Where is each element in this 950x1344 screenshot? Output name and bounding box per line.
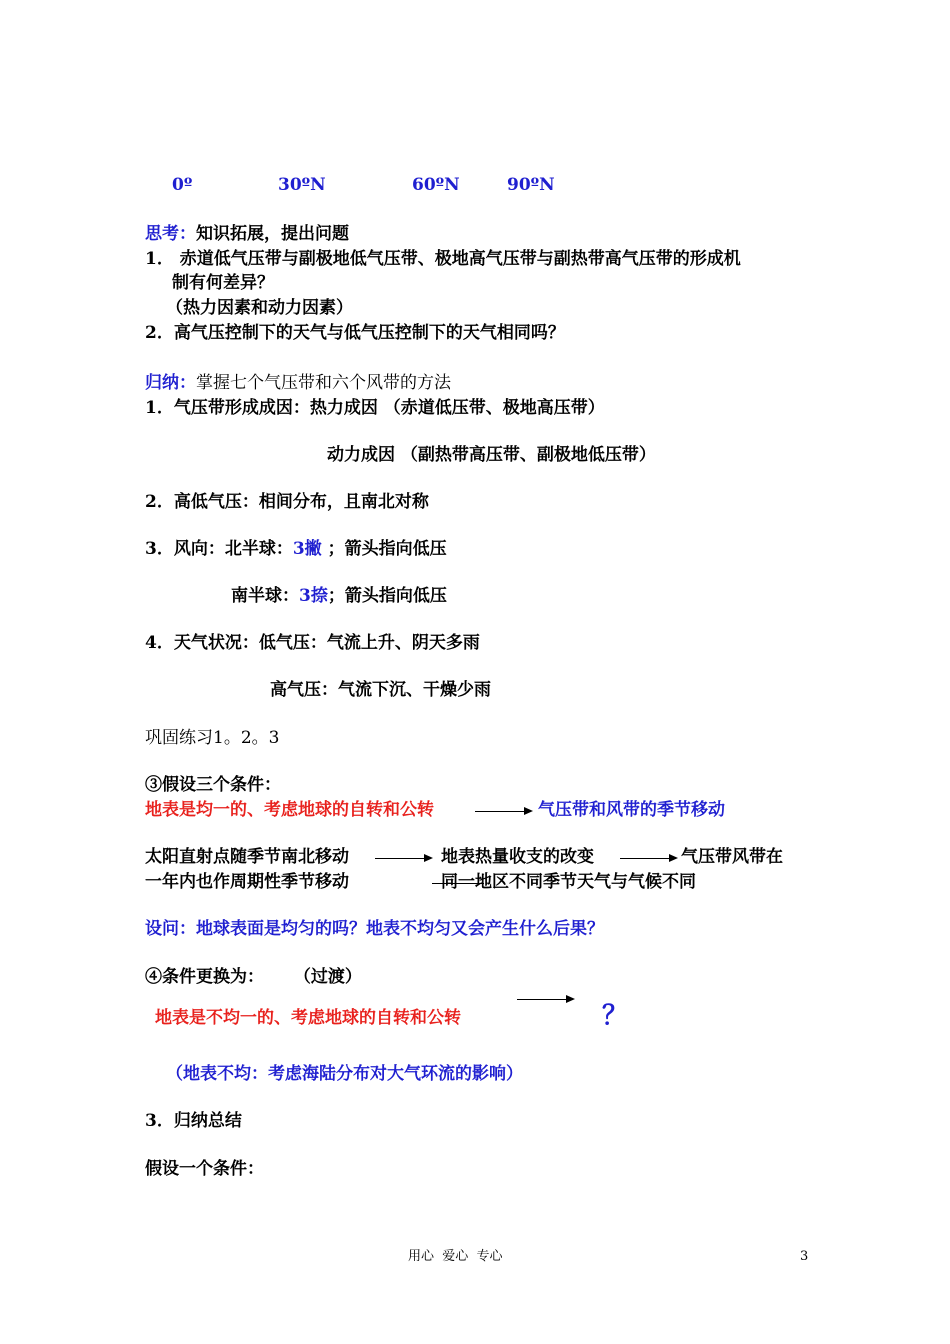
summary-item2: 2．高低气压：相间分布，且南北对称 (145, 492, 429, 512)
axis-label-90n: 90ºN (507, 175, 555, 195)
think-text: 知识拓展，提出问题 (196, 224, 349, 244)
assumption3-title: ③假设三个条件： (145, 775, 281, 795)
question: 设问：地球表面是均匀的吗？地表不均匀又会产生什么后果？ (145, 919, 604, 939)
summary-item4-a: 4．天气状况：低气压：气流上升、阴天多雨 (145, 633, 480, 653)
assumption4-title: ④条件更换为： (145, 967, 264, 987)
item3-a-prefix: 3．风向：北半球： (145, 539, 293, 559)
chain-b1: 一年内也作周期性季节移动 (145, 872, 349, 892)
assumption4-condition: 地表是不均一的、考虑地球的自转和公转 (155, 1008, 461, 1028)
item3-b-prefix: 南半球： (231, 586, 299, 606)
chain-a1: 太阳直射点随季节南北移动 (145, 847, 349, 867)
axis-label-60n: 60ºN (412, 175, 460, 195)
item3-a-em: 3撇 (292, 539, 322, 559)
strike-line (432, 883, 484, 884)
practice: 巩固练习1。2。3 (145, 728, 280, 748)
summary-heading (145, 372, 451, 394)
summary-item3-a (145, 538, 447, 560)
arrow-right-icon (475, 811, 531, 812)
axis-label-0: 0º (172, 175, 193, 195)
footer-motto: 用心 爱心 专心 (408, 1249, 503, 1264)
summary-item1-a: 1．气压带形成成因：热力成因 （赤道低压带、极地高压带） (145, 398, 605, 418)
assumption4-note: （过渡） (293, 967, 362, 987)
section3-heading: 3．归纳总结 (145, 1111, 242, 1131)
chain-a3: 气压带风带在 (681, 847, 783, 867)
think-q1-line2: 制有何差异？ (172, 273, 274, 293)
question-mark: ？ (602, 1001, 629, 1031)
arrow-right-icon (620, 858, 676, 859)
assumption3-condition: 地表是均一的、考虑地球的自转和公转 (145, 800, 434, 820)
summary-label: 归纳： (145, 373, 196, 393)
think-q2: 2．高气压控制下的天气与低气压控制下的天气相同吗？ (145, 323, 565, 343)
arrow-right-icon (375, 858, 431, 859)
axis-label-30n: 30ºN (278, 175, 326, 195)
think-heading (145, 223, 349, 245)
summary-item1-b: 动力成因 （副热带高压带、副极地低压带） (327, 445, 656, 465)
assumption4-heading (145, 966, 362, 988)
arrow-right-icon (517, 999, 573, 1000)
think-q1-line1: 1． 赤道低气压带与副极地低气压带、极地高气压带与副热带高气压带的形成机 (145, 249, 741, 269)
assume-one: 假设一个条件： (145, 1159, 264, 1179)
chain-a2: 地表热量收支的改变 (441, 847, 594, 867)
item3-b-em: 3捺 (299, 586, 328, 606)
item3-b-suffix: ；箭头指向低压 (327, 586, 447, 606)
think-label: 思考： (145, 224, 196, 244)
summary-text: 掌握七个气压带和六个风带的方法 (196, 373, 451, 393)
page-number: 3 (800, 1249, 809, 1264)
item3-a-suffix: ；箭头指向低压 (321, 539, 447, 559)
summary-item3-b (231, 585, 447, 607)
think-q1-hint: （热力因素和动力因素） (166, 298, 353, 318)
summary-item4-b: 高气压：气流下沉、干燥少雨 (270, 680, 491, 700)
assumption4-hint: （地表不均：考虑海陆分布对大气环流的影响） (166, 1064, 523, 1084)
chain-b2: 同一地区不同季节天气与气候不同 (441, 872, 696, 892)
assumption3-result: 气压带和风带的季节移动 (538, 800, 725, 820)
